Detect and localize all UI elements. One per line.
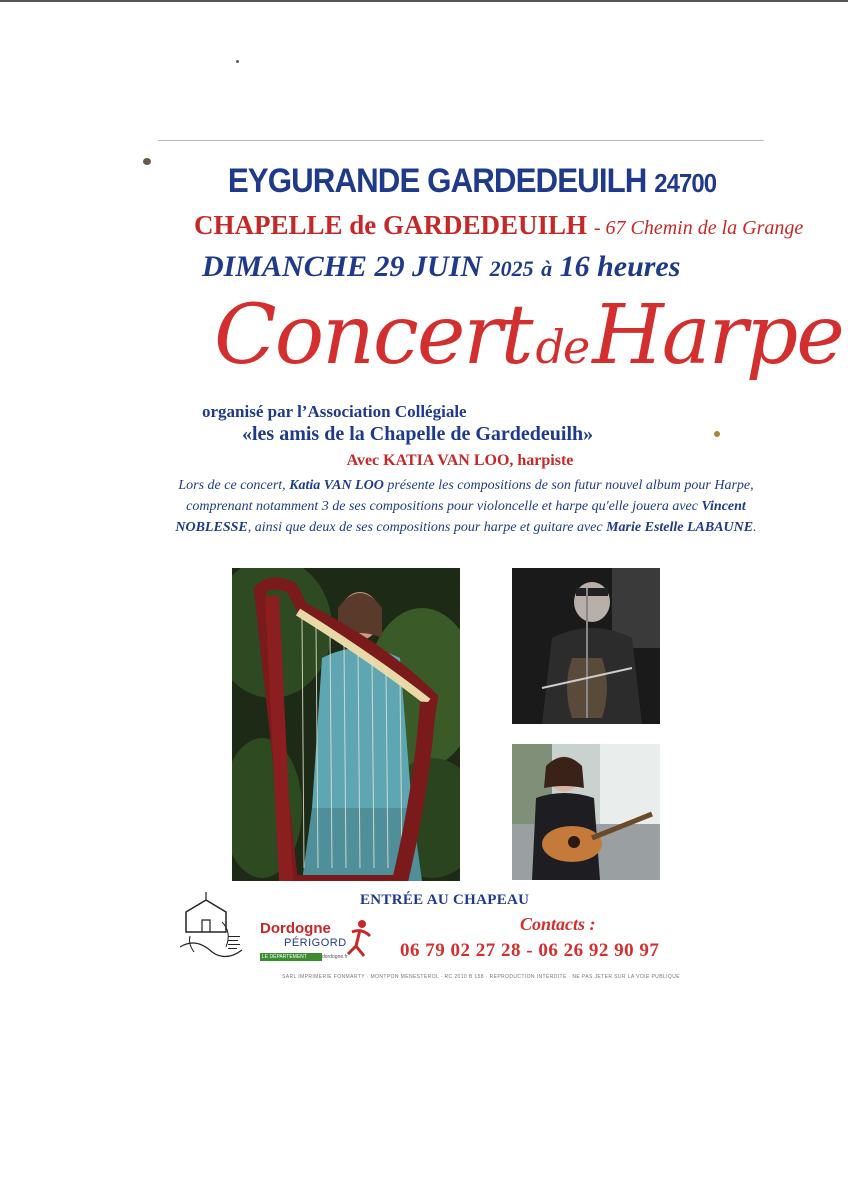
concert-poster [150,140,843,1000]
desc-part-3: , ainsi que deux de ses compositions pour harpe et guitare avec [247,520,607,535]
town-name: EYGURANDE GARDEDEUILH [227,162,647,200]
dancer-icon [342,918,372,958]
entry-info: ENTRÉE AU CHAPEAU [360,892,530,908]
chapel-name: CHAPELLE de GARDEDEUILH [194,210,588,240]
address: - 67 Chemin de la Grange [593,217,804,239]
town-heading [214,162,729,201]
venue-line [194,210,804,241]
featured-artist: Avec KATIA VAN LOO, harpiste [346,452,574,469]
desc-part-2: présente les compositions de son futur nouvel album pour Harpe, comprenant notamment 3 de ses compositions pour violoncelle et harpe qu'elle jouera avec [186,478,754,514]
cellist-photo [512,568,660,724]
printer-footer: SARL IMPRIMERIE FONMARTY · MONTPON MENESTEROL · RC 2010 B 158 · REPRODUCTION INTERDITE · NE PAS JETER SUR LA VOIE PUBLIQUE [282,974,680,980]
organizer-line-2: «les amis de la Chapelle de Gardedeuilh» [242,423,594,445]
scan-edge [0,0,848,2]
harpist-photo [232,568,460,881]
dept-site: dordogne.fr [322,954,348,960]
phone-numbers: 06 79 02 27 28 - 06 26 92 90 97 [400,940,660,961]
contacts-label: Contacts : [520,914,596,934]
dordogne-name: Dordogne [260,920,331,937]
date-line [202,250,782,284]
desc-part-4: . [753,520,757,535]
dordogne-logo [260,918,372,964]
desc-cellist: Vincent NOBLESSE [175,499,746,535]
date-year: 2025 [489,256,534,281]
title-word-concert: Concert [214,288,532,383]
poster-title [214,288,843,383]
dept-bar: LE DÉPARTEMENT [260,953,322,961]
dust-speck [236,60,239,63]
date-a: à [541,256,553,281]
date-time: 16 heures [559,250,681,283]
date-main: DIMANCHE 29 JUIN [202,250,483,283]
association-logo [176,892,246,967]
title-word-harpe: Harpe [592,288,843,383]
postcode: 24700 [654,168,717,198]
desc-guitarist: Marie Estelle LABAUNE [606,520,754,535]
perigord-text: PÉRIGORD [284,937,347,949]
concert-description [160,475,772,538]
guitarist-photo [512,744,660,880]
desc-artist: Katia VAN LOO [289,478,384,493]
desc-part-1: Lors de ce concert, [178,478,290,493]
title-word-de: de [535,320,589,374]
organizer-line-1: organisé par l’Association Collégiale [202,402,467,421]
